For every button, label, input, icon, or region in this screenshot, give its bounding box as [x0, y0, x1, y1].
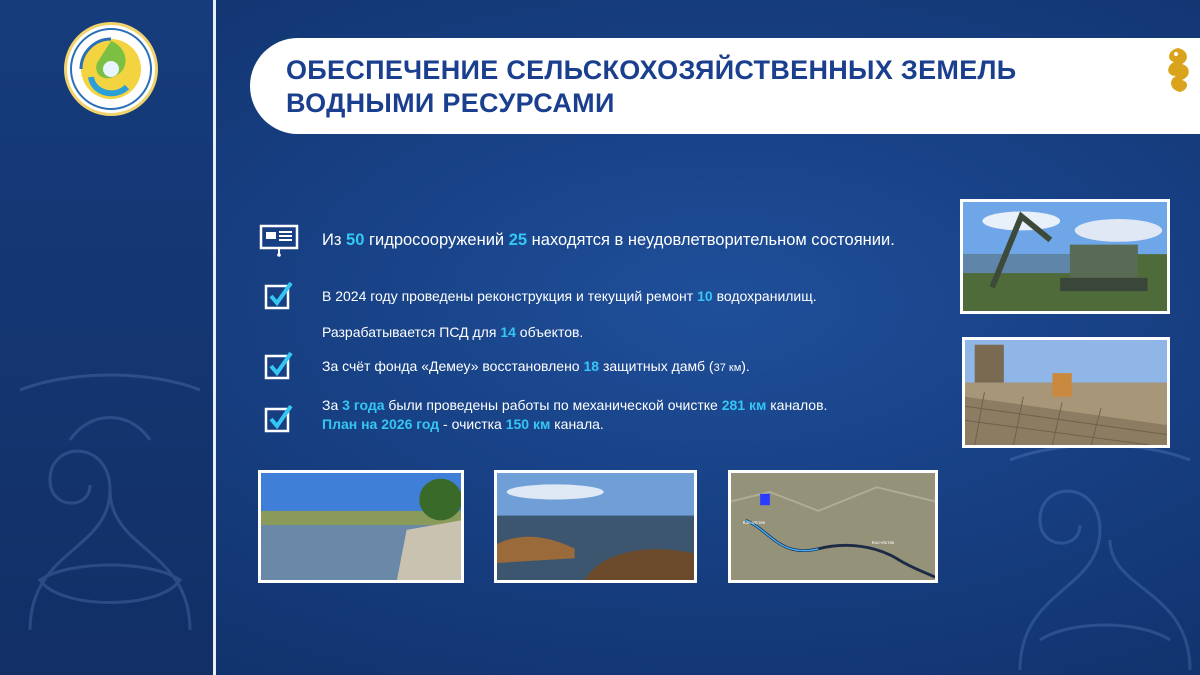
regional-emblem-logo — [64, 22, 158, 116]
list-item — [258, 393, 827, 437]
item-text: Разрабатывается ПСД для 14 объектов. — [322, 324, 584, 340]
left-panel — [0, 0, 213, 675]
presentation-board-icon — [258, 222, 300, 258]
page-title-line-1: ОБЕСПЕЧЕНИЕ СЕЛЬСКОХОЗЯЙСТВЕННЫХ ЗЕМЕЛЬ — [286, 55, 1017, 85]
item-text: Из 50 гидросооружений 25 находятся в неудовлетворительном состоянии. — [322, 230, 895, 249]
checkbox-icon — [258, 348, 300, 384]
regional-emblem-icon — [69, 27, 153, 111]
item-text: За счёт фонда «Демеу» восстановлено 18 защитных дамб (37 км). — [322, 358, 750, 374]
list-item — [258, 278, 817, 314]
list-item — [258, 314, 583, 350]
checkbox-icon — [258, 401, 300, 437]
reservoir-photo — [494, 470, 697, 583]
checkbox-icon — [258, 278, 300, 314]
dam-repair-photo — [962, 337, 1170, 448]
ornament-pattern — [10, 330, 210, 660]
list-item — [258, 348, 750, 384]
map-label: Кос-Истек — [871, 541, 895, 546]
page-title-line-2: ВОДНЫМИ РЕСУРСАМИ — [286, 88, 615, 118]
canal-map-image — [728, 470, 938, 583]
canal-photo — [258, 470, 464, 583]
title-banner — [250, 38, 1200, 134]
panel-divider — [213, 0, 216, 675]
map-label: Кос-Истек — [742, 521, 766, 527]
excavator-photo — [960, 199, 1170, 314]
item-text: В 2024 году проведены реконструкция и текущий ремонт 10 водохранилищ. — [322, 288, 817, 304]
ornament-pattern-right — [1000, 440, 1200, 675]
list-item — [258, 222, 895, 258]
item-text: За 3 года были проведены работы по механической очистке 281 км каналов. План на 2026 год - очистка 150 км канала. — [322, 397, 828, 432]
dragon-emblem-icon — [1160, 44, 1196, 96]
